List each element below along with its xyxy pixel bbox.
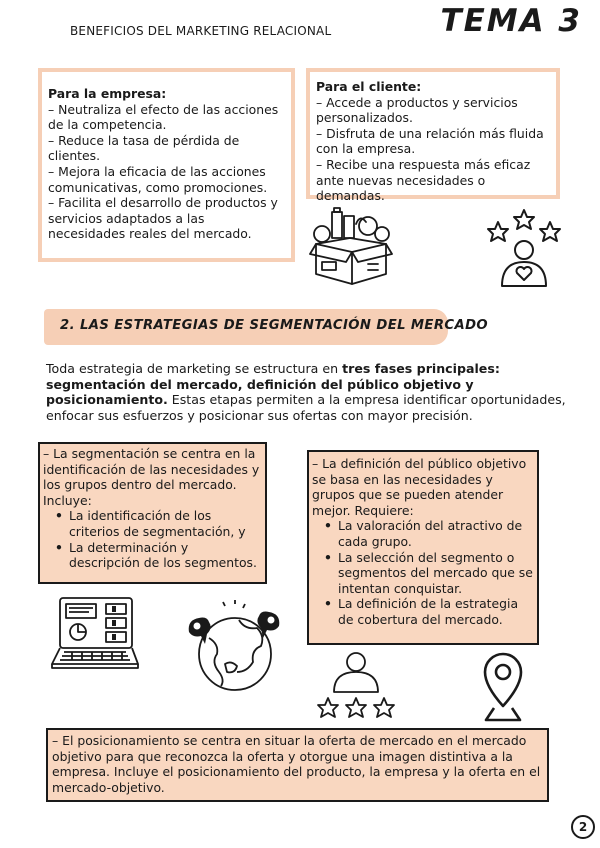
list-item: • La identificación de los criterios de segmentación, y [55, 508, 262, 539]
cliente-heading: Para el cliente: [316, 79, 422, 94]
empresa-benefits-box [38, 68, 295, 262]
globe-markers-icon [183, 598, 287, 694]
intro-bold-text: tres fases principales: segmentación del mercado, definición del público objetivo y posicionamiento. [46, 361, 500, 407]
intro-text: Toda estrategia de marketing se estructura en [46, 361, 343, 376]
publico-text: – La definición del público objetivo se basa en las necesidades y grupos que se pueden atender mejor. Requiere: [312, 456, 527, 518]
location-pin-icon [482, 652, 524, 722]
empresa-item: – Facilita el desarrollo de productos y servicios adaptados a las necesidades reales del mercado. [48, 195, 278, 242]
empresa-item: – Mejora la eficacia de las acciones comunicativas, como promociones. [48, 163, 268, 195]
intro-text-after: Estas etapas permiten a la empresa identificar oportunidades, enfocar sus esfuerzos y posicionar sus ofertas con mayor precisión. [46, 392, 566, 423]
empresa-heading: Para la empresa: [48, 86, 167, 101]
publico-list [324, 518, 534, 627]
empresa-item: – Neutraliza el efecto de las acciones de la competencia. [48, 101, 279, 133]
list-item: • La determinación y descripción de los segmentos. [55, 540, 262, 571]
user-rating-icon [316, 650, 396, 720]
posicionamiento-text: – El posicionamiento se centra en situar la oferta de mercado en el mercado objetivo para que reconozca la oferta y otorgue una imagen distintiva a la empresa. Incluye el posicionamiento del producto, la empresa y la oferta en el mercado-objetivo. [52, 733, 541, 795]
list-item: • La definición de la estrategia de cobertura del mercado. [324, 596, 534, 627]
cliente-item: – Accede a productos y servicios personalizados. [316, 94, 518, 126]
section-title: 2. LAS ESTRATEGIAS DE SEGMENTACIÓN DEL MERCADO [60, 318, 489, 333]
segmentacion-box [38, 442, 267, 584]
empresa-item: – Reduce la tasa de pérdida de clientes. [48, 132, 240, 164]
header-title: BENEFICIOS DEL MARKETING RELACIONAL [70, 24, 332, 38]
customer-rating-icon [486, 208, 562, 288]
segmentacion-list [55, 508, 262, 570]
cliente-item: – Disfruta de una relación más fluida con la empresa. [316, 125, 544, 157]
list-item: • La selección del segmento o segmentos del mercado que se intentan conquistar. [324, 550, 534, 597]
list-item: • La valoración del atractivo de cada grupo. [324, 518, 534, 549]
publico-objetivo-box [307, 450, 539, 645]
laptop-analytics-icon [50, 596, 140, 672]
cliente-benefits-box [306, 68, 560, 204]
intro-paragraph [46, 361, 566, 423]
cliente-item: – Recibe una respuesta más eficaz ante nuevas necesidades o demandas. [316, 156, 531, 204]
posicionamiento-box [46, 728, 549, 802]
tema-label: TEMA 3 [440, 3, 582, 39]
segmentacion-text: – La segmentación se centra en la identificación de las necesidades y los grupos dentro del mercado. Incluye: [43, 446, 260, 508]
product-box-icon [308, 204, 394, 286]
page-number: 2 [571, 815, 595, 839]
